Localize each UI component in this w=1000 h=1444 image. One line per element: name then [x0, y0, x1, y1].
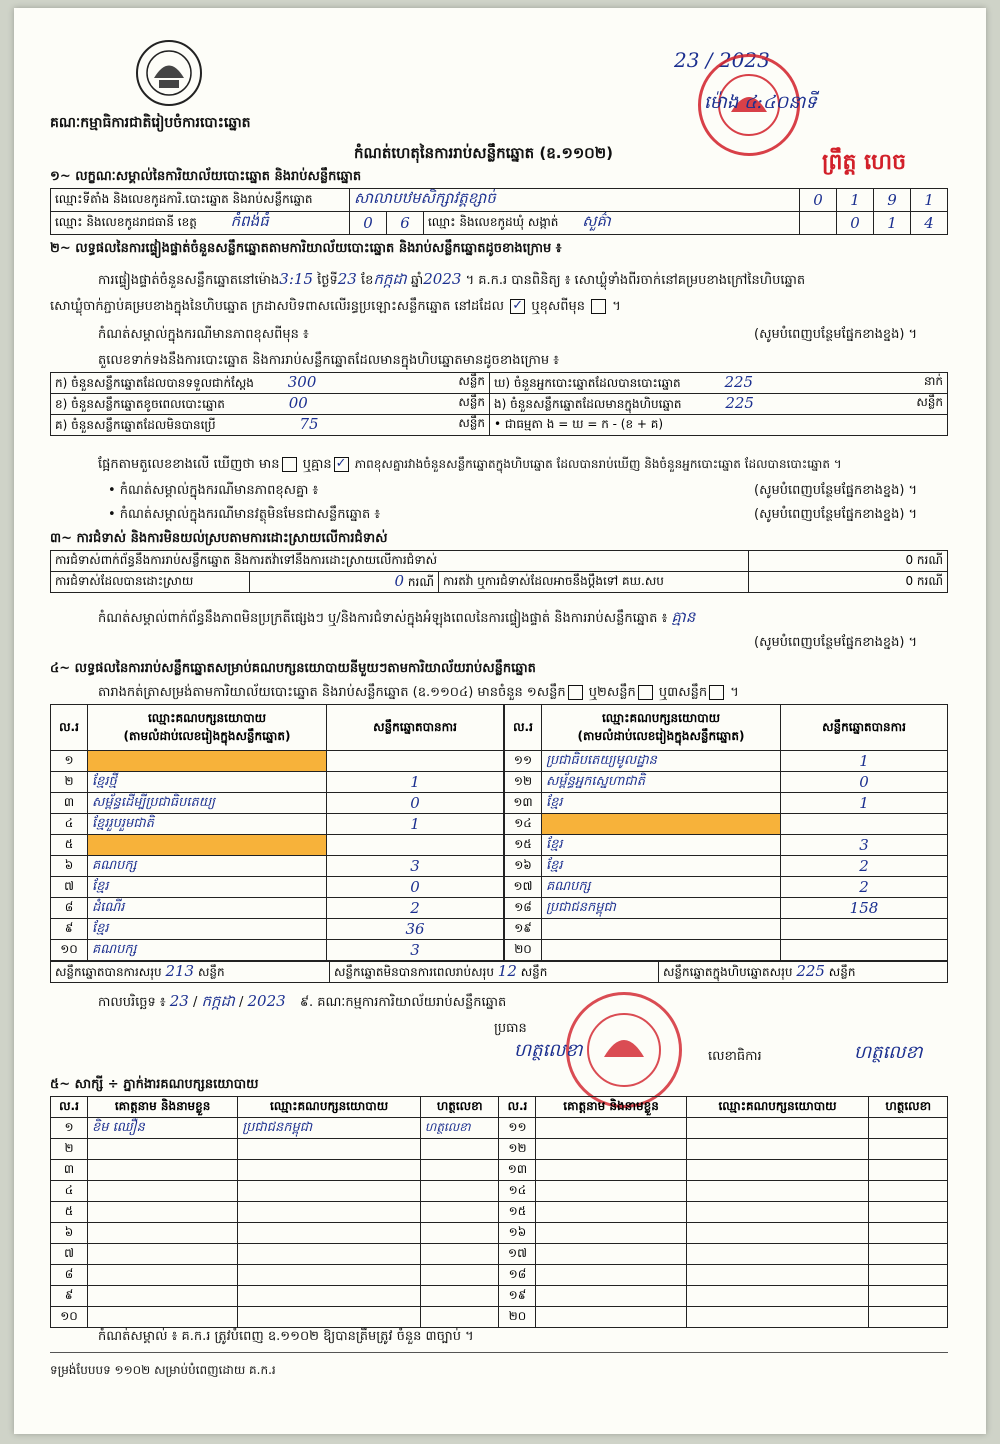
witness-party: [238, 1181, 421, 1202]
party-row: [505, 856, 948, 877]
party-name: [88, 751, 327, 772]
witness-party: [686, 1139, 869, 1160]
witness-party: [238, 1202, 421, 1223]
row-no: ១២: [499, 1139, 536, 1160]
party-votes: [781, 940, 948, 961]
party-name: គណបក្ស: [88, 856, 327, 877]
form-note: ទម្រង់បែបបទ ១១០២ សម្រាប់បំពេញដោយ គ.ក.រ: [50, 1363, 276, 1377]
witness-sign: [869, 1223, 948, 1244]
row-no: ៦: [51, 1223, 88, 1244]
witness-name: [536, 1202, 686, 1223]
official-seal: [566, 992, 682, 1108]
witness-party: [686, 1307, 869, 1328]
row-no: ៣: [51, 1160, 88, 1181]
row-no: ១៥: [505, 835, 542, 856]
party-row: [51, 877, 504, 898]
witness-row: [51, 1265, 948, 1286]
sec2-line1: ការផ្ទៀងផ្ទាត់ចំនួនសន្លឹកឆ្នោតនៅម៉ោង3:15 ថ្ងៃទី23 ខែកក្កដា ឆ្នាំ2023 ។ គ.ក.រ បានពិនិត្យ ៖ សោឃ្លុំទាំងពីរចាក់នៅគម្របខាងក្រៅនៃហិបឆ្នោត: [98, 270, 806, 288]
row-no: ១៦: [499, 1223, 536, 1244]
witness-row: [51, 1118, 948, 1139]
col-party: ឈ្មោះគណបក្សនយោបាយ: [238, 1097, 421, 1118]
sec5-title: ៥~ សាក្សី ÷ ភ្នាក់ងារគណបក្សនយោបាយ: [50, 1077, 259, 1092]
party-votes: 1: [327, 814, 504, 835]
no-diff-checkbox[interactable]: ✓: [334, 457, 349, 472]
objection-row2b-value: 0 ករណី: [749, 572, 948, 593]
party-name: ខ្មែរ: [88, 877, 327, 898]
party-name: ខ្មែរ: [542, 835, 781, 856]
sec2-line3: កំណត់សម្គាល់ក្នុងករណីមានភាពខុសពីមុន ៖: [98, 327, 309, 342]
date-line: កាលបរិច្ឆេទ ៖ 23 / កក្កដា / 2023 ៩. គណៈកម្មការការិយាល័យរាប់សន្លឹកឆ្នោត: [98, 992, 507, 1010]
witness-sign: [869, 1139, 948, 1160]
witness-name: [536, 1139, 686, 1160]
objection-row2: ការជំទាស់ដែលបានដោះស្រាយ: [51, 572, 250, 593]
place-label: ឈ្មោះទីតាំង និងលេខកូដការិ.បោះឆ្នោត និងរាប់សន្លឹកឆ្នោត: [51, 189, 350, 212]
code-cell: 0: [837, 212, 874, 235]
sec2-title: ២~ លទ្ធផលនៃការផ្ទៀងផ្ទាត់ចំនួនសន្លឹកឆ្នោតតាមការិយាល័យបោះឆ្នោត និងរាប់សន្លឹកឆ្នោតដូចខាងក្រោម ៖: [50, 241, 562, 256]
row-no: ១៤: [505, 814, 542, 835]
witness-table: [50, 1096, 948, 1328]
row-no: ១២: [505, 772, 542, 793]
party-row: [505, 898, 948, 919]
witness-name: [88, 1223, 238, 1244]
total-box: សន្លឹកឆ្នោតក្នុងហិបឆ្នោតសរុប 225 សន្លឹក: [659, 962, 948, 983]
witness-party: [686, 1244, 869, 1265]
row-no: ១៣: [499, 1160, 536, 1181]
ko-row: គ) ចំនួនសន្លឹកឆ្នោតដែលមិនបានប្រើ 75 សន្លឹក: [51, 415, 490, 436]
party-votes: 3: [781, 835, 948, 856]
party-row: [51, 814, 504, 835]
party-row: [51, 856, 504, 877]
party-row: [505, 751, 948, 772]
sec2-line2: សោឃ្លុំចាក់ភ្ជាប់គម្របខាងក្នុងនៃហិបឆ្នោត ក្រដាសបិទពាសលើរន្ធប្រឡោះសន្លឹកឆ្នោត នៅដដែល ✓ ឬខុសពីមុន ។: [50, 298, 621, 314]
k-row: ក) ចំនួនសន្លឹកឆ្នោតដែលបានទទួលជាក់ស្តែង 300 សន្លឹក: [51, 373, 490, 394]
row-no: ១៥: [499, 1202, 536, 1223]
note-diff: • កំណត់សម្គាល់ក្នុងករណីមានភាពខុសគ្នា ៖: [108, 483, 319, 498]
objection-row2-value: 0 ករណី: [250, 572, 439, 593]
witness-sign: [420, 1307, 499, 1328]
party-row: [51, 898, 504, 919]
row-no: ១៧: [499, 1244, 536, 1265]
witness-row: [51, 1202, 948, 1223]
code-cell: 0: [800, 189, 837, 212]
witness-sign: [420, 1223, 499, 1244]
footer-divider: [50, 1352, 948, 1353]
row-no: ១៨: [499, 1265, 536, 1286]
row-no: ១៤: [499, 1181, 536, 1202]
fill-note: (សូមបំពេញបន្ថែមផ្នែកខាងខ្នង) ។: [754, 507, 918, 522]
witness-name: ខិម ឈឿន: [88, 1118, 238, 1139]
witness-sign: [420, 1139, 499, 1160]
party-name: សម្ព័ន្ធអ្នកស្នេហាជាតិ: [542, 772, 781, 793]
witness-sign: [869, 1286, 948, 1307]
row-no: ៧: [51, 877, 88, 898]
same-checkbox[interactable]: ✓: [510, 299, 525, 314]
code-cell: 1: [837, 189, 874, 212]
party-name: គណបក្ស: [88, 940, 327, 961]
witness-row: [51, 1160, 948, 1181]
party-votes: 2: [327, 898, 504, 919]
row-no: ៨: [51, 1265, 88, 1286]
party-row: [51, 919, 504, 940]
party-name: ដំណើរ: [88, 898, 327, 919]
witness-party: [238, 1307, 421, 1328]
party-name: ខ្មែរ: [88, 919, 327, 940]
witness-name: [88, 1181, 238, 1202]
commune-label: ឈ្មោះ និងលេខកូដឃុំ សង្កាត់ សួគ៌ា: [424, 212, 800, 235]
witness-party: [238, 1160, 421, 1181]
witness-party: [686, 1202, 869, 1223]
emblem-icon: [134, 38, 204, 108]
check-line: ផ្អែកតាមតួលេខខាងលើ ឃើញថា មាន ឬគ្មាន ✓ ភាពខុសគ្នារវាងចំនួនសន្លឹកឆ្នោតក្នុងហិបឆ្នោត ដែលបានរាប់ឃើញ និងចំនួនអ្នកបោះឆ្នោត ដែលបានបោះឆ្នោត ។: [98, 456, 842, 472]
witness-sign: [420, 1160, 499, 1181]
sec1-table: [50, 188, 948, 235]
party-votes: [781, 814, 948, 835]
party-row: [505, 793, 948, 814]
witness-party: [238, 1139, 421, 1160]
party-name: [542, 940, 781, 961]
witness-name: [536, 1307, 686, 1328]
witness-sign: [420, 1202, 499, 1223]
witness-sign: [869, 1160, 948, 1181]
code-cell: 4: [911, 212, 948, 235]
witness-name: [536, 1181, 686, 1202]
col-sign: ហត្ថលេខា: [420, 1097, 499, 1118]
ng-row: ង) ចំនួនសន្លឹកឆ្នោតដែលមានក្នុងហិបឆ្នោត 225 សន្លឹក: [490, 394, 948, 415]
footer-note: កំណត់សម្គាល់ ៖ គ.ក.រ ត្រូវបំពេញ ឧ.១១០២ ឱ្យបានត្រឹមត្រូវ ចំនួន ៣ច្បាប់ ។: [98, 1329, 474, 1344]
witness-party: [238, 1265, 421, 1286]
party-votes: 1: [781, 751, 948, 772]
party-votes: [327, 751, 504, 772]
party-votes: [781, 919, 948, 940]
formula: • ជាធម្មតា ង = ឃ = ក - (ខ + គ): [490, 415, 948, 436]
col-party: ឈ្មោះគណបក្សនយោបាយ (តាមលំដាប់លេខរៀងក្នុងសន្លឹកឆ្នោត): [88, 705, 327, 751]
party-row: [505, 919, 948, 940]
party-results-left: [50, 704, 504, 961]
col-name: គោត្តនាម និងនាមខ្លួន: [88, 1097, 238, 1118]
witness-sign: [869, 1118, 948, 1139]
row-no: ៥: [51, 835, 88, 856]
row-no: ២០: [505, 940, 542, 961]
note-object: • កំណត់សម្គាល់ក្នុងករណីមានវត្ថុមិនមែនជាសន្លឹកឆ្នោត ៖: [108, 507, 381, 522]
sec3-title: ៣~ ការជំទាស់ និងការមិនយល់ស្របតាមការដោះស្រាយលើការជំទាស់: [50, 531, 388, 546]
row-no: ១៩: [505, 919, 542, 940]
witness-sign: [420, 1265, 499, 1286]
witness-name: [536, 1160, 686, 1181]
witness-name: [88, 1202, 238, 1223]
witness-party: [238, 1223, 421, 1244]
objection-row2b: ការតវ៉ា ឬការជំទាស់ដែលអាចនឹងប្តឹងទៅ គឃ.សប: [439, 572, 749, 593]
witness-sign: [869, 1202, 948, 1223]
party-votes: 36: [327, 919, 504, 940]
party-votes: 1: [781, 793, 948, 814]
secretary-signature: ហត្ថលេខា: [854, 1042, 923, 1063]
row-no: ១៧: [505, 877, 542, 898]
witness-sign: ហត្ថលេខា: [420, 1118, 499, 1139]
witness-row: [51, 1307, 948, 1328]
form-title: កំណត់ហេតុនៃការរាប់សន្លឹកឆ្នោត (ឧ.១១០២): [354, 144, 614, 162]
col-party: ឈ្មោះគណបក្សនយោបាយ (តាមលំដាប់លេខរៀងក្នុងសន្លឹកឆ្នោត): [542, 705, 781, 751]
row-no: ១៩: [499, 1286, 536, 1307]
objection-row1: ការជំទាស់ពាក់ព័ន្ធនឹងការរាប់សន្លឹកឆ្នោត និងការតវ៉ាទៅនឹងការដោះស្រាយលើការជំទាស់: [51, 551, 749, 572]
witness-row: [51, 1223, 948, 1244]
witness-name: [536, 1118, 686, 1139]
witness-sign: [420, 1286, 499, 1307]
witness-sign: [869, 1265, 948, 1286]
stamp-date: 23 / 2023: [674, 48, 770, 72]
party-name: ខ្មែរ: [542, 856, 781, 877]
party-name: ខ្មែរថ្មី: [88, 772, 327, 793]
row-no: ២០: [499, 1307, 536, 1328]
party-name: ខ្មែររួបរួមជាតិ: [88, 814, 327, 835]
row-no: ១០: [51, 940, 88, 961]
row-no: ៤: [51, 1181, 88, 1202]
party-name: [88, 835, 327, 856]
row-no: ១៦: [505, 856, 542, 877]
col-party: ឈ្មោះគណបក្សនយោបាយ: [686, 1097, 869, 1118]
witness-row: [51, 1244, 948, 1265]
totals-row: [50, 961, 948, 983]
row-no: ១: [51, 1118, 88, 1139]
two-sheet-checkbox[interactable]: [638, 685, 653, 700]
sec4-subline: តារាងកត់ត្រាសម្រង់តាមការិយាល័យបោះឆ្នោត និងរាប់សន្លឹកឆ្នោត (ឧ.១១០៤) មានចំនួន ១សន្លឹក ឬ២សន្លឹក ឬ៣សន្លឹក ។: [98, 685, 739, 700]
party-name: [542, 814, 781, 835]
code-cell: [800, 212, 837, 235]
party-votes: 3: [327, 940, 504, 961]
witness-sign: [420, 1244, 499, 1265]
witness-party: [686, 1265, 869, 1286]
witness-name: [88, 1139, 238, 1160]
witness-sign: [869, 1307, 948, 1328]
row-no: ១៨: [505, 898, 542, 919]
row-no: ៥: [51, 1202, 88, 1223]
party-votes: 0: [781, 772, 948, 793]
witness-sign: [420, 1181, 499, 1202]
witness-party: [686, 1286, 869, 1307]
party-row: [505, 877, 948, 898]
row-no: ១១: [499, 1118, 536, 1139]
witness-party: [686, 1181, 869, 1202]
witness-name: [536, 1286, 686, 1307]
party-name: សម្ព័ន្ធដើម្បីប្រជាធិបតេយ្យ: [88, 793, 327, 814]
witness-name: [536, 1223, 686, 1244]
gh-row: ឃ) ចំនួនអ្នកបោះឆ្នោតដែលបានបោះឆ្នោត 225 នាក់: [490, 373, 948, 394]
row-no: ១១: [505, 751, 542, 772]
party-name: ប្រជាធិបតេយ្យមូលដ្ឋាន: [542, 751, 781, 772]
ballot-figures-table: [50, 372, 948, 436]
col-no: ល.រ: [51, 1097, 88, 1118]
witness-row: [51, 1181, 948, 1202]
party-row: [505, 814, 948, 835]
witness-name: [536, 1265, 686, 1286]
party-name: ខ្មែរ: [542, 793, 781, 814]
party-row: [51, 772, 504, 793]
secretary-label: លេខាធិការ: [708, 1049, 762, 1064]
col-no: ល.រ: [499, 1097, 536, 1118]
row-no: ២: [51, 772, 88, 793]
row-no: ៨: [51, 898, 88, 919]
party-votes: 2: [781, 856, 948, 877]
objection-row1-value: 0 ករណី: [749, 551, 948, 572]
sec2-line4: តួលេខទាក់ទងនឹងការបោះឆ្នោត និងការរាប់សន្លឹកឆ្នោតដែលមានក្នុងហិបឆ្នោតមានដូចខាងក្រោម ៖: [98, 353, 559, 368]
committee-name: គណៈកម្មាធិការជាតិរៀបចំការបោះឆ្នោត: [50, 115, 251, 131]
row-no: ២: [51, 1139, 88, 1160]
objection-table: [50, 550, 948, 593]
stamp-text: ព្រឹត្ត ហេច: [822, 150, 907, 175]
one-sheet-checkbox[interactable]: [568, 685, 583, 700]
row-no: ៧: [51, 1244, 88, 1265]
code-cell: 0: [350, 212, 387, 235]
sec4-title: ៤~ លទ្ធផលនៃការរាប់សន្លឹកឆ្នោតសម្រាប់គណបក្សនយោបាយនីមួយៗតាមការិយាល័យរាប់សន្លឹកឆ្នោត: [50, 661, 536, 676]
stamp-time: ម៉ោង ៤:៤០នាទី: [704, 92, 817, 113]
total-invalid: សន្លឹកឆ្នោតមិនបានការពេលរាប់សរុប 12 សន្លឹក: [330, 962, 659, 983]
fill-note: (សូមបំពេញបន្ថែមផ្នែកខាងខ្នង) ។: [754, 327, 918, 342]
place-value: សាលាបឋមសិក្សាវត្តខ្សាច់: [350, 189, 800, 212]
party-votes: 1: [327, 772, 504, 793]
witness-sign: [869, 1244, 948, 1265]
witness-row: [51, 1139, 948, 1160]
witness-name: [88, 1265, 238, 1286]
party-votes: 0: [327, 877, 504, 898]
col-name: គោត្តនាម និងនាមខ្លួន: [536, 1097, 686, 1118]
col-votes: សន្លឹកឆ្នោតបានការ: [781, 705, 948, 751]
party-name: គណបក្ស: [542, 877, 781, 898]
row-no: ៤: [51, 814, 88, 835]
party-row: [505, 940, 948, 961]
witness-party: [686, 1223, 869, 1244]
party-name: [542, 919, 781, 940]
fill-note: (សូមបំពេញបន្ថែមផ្នែកខាងខ្នង) ។: [754, 635, 918, 650]
witness-party: [238, 1244, 421, 1265]
witness-name: [88, 1244, 238, 1265]
chair-label: ប្រធាន: [494, 1021, 527, 1036]
witness-name: [88, 1286, 238, 1307]
witness-party: [686, 1118, 869, 1139]
three-sheet-checkbox[interactable]: [709, 685, 724, 700]
party-votes: 3: [327, 856, 504, 877]
witness-name: [88, 1307, 238, 1328]
col-no: ល.រ: [51, 705, 88, 751]
party-votes: 158: [781, 898, 948, 919]
sec1-title: ១~ លក្ខណៈសម្គាល់នៃការិយាល័យបោះឆ្នោត និងរាប់សន្លឹកឆ្នោត: [50, 169, 362, 184]
row-no: ៩: [51, 919, 88, 940]
col-sign: ហត្ថលេខា: [869, 1097, 948, 1118]
sec3-note: កំណត់សម្គាល់ពាក់ព័ន្ធនឹងភាពមិនប្រក្រតីផ្សេងៗ ឬ/និងការជំទាស់ក្នុងអំឡុងពេលនៃការផ្ទៀងផ្ទាត់ និងការរាប់សន្លឹកឆ្នោត ៖ គ្មាន: [98, 608, 696, 626]
code-cell: 9: [874, 189, 911, 212]
party-row: [505, 835, 948, 856]
form-sheet: [14, 8, 986, 1434]
party-votes: [327, 835, 504, 856]
witness-name: [88, 1160, 238, 1181]
witness-party: [686, 1160, 869, 1181]
party-row: [51, 751, 504, 772]
party-votes: 0: [327, 793, 504, 814]
code-cell: 1: [911, 189, 948, 212]
witness-sign: [869, 1181, 948, 1202]
witness-party: [238, 1286, 421, 1307]
row-no: ៦: [51, 856, 88, 877]
party-row: [505, 772, 948, 793]
chair-signature: ហត្ថលេខា: [514, 1040, 583, 1061]
party-results-right: [504, 704, 948, 961]
party-row: [51, 940, 504, 961]
col-no: ល.រ: [505, 705, 542, 751]
witness-name: [536, 1244, 686, 1265]
total-valid: សន្លឹកឆ្នោតបានការសរុប 213 សន្លឹក: [51, 962, 330, 983]
prov-label: ឈ្មោះ និងលេខកូដរាជធានី ខេត្ត កំពង់ធំ: [51, 212, 350, 235]
kh-row: ខ) ចំនួនសន្លឹកឆ្នោតខូចពេលបោះឆ្នោត 00 សន្លឹក: [51, 394, 490, 415]
code-cell: 6: [387, 212, 424, 235]
code-cell: 1: [874, 212, 911, 235]
party-row: [51, 835, 504, 856]
row-no: ១០: [51, 1307, 88, 1328]
party-row: [51, 793, 504, 814]
party-name: ប្រជាជនកម្ពុជា: [542, 898, 781, 919]
different-checkbox[interactable]: [591, 299, 606, 314]
row-no: ៩: [51, 1286, 88, 1307]
row-no: ១៣: [505, 793, 542, 814]
fill-note: (សូមបំពេញបន្ថែមផ្នែកខាងខ្នង) ។: [754, 483, 918, 498]
witness-row: [51, 1286, 948, 1307]
has-diff-checkbox[interactable]: [282, 457, 297, 472]
row-no: ៣: [51, 793, 88, 814]
row-no: ១: [51, 751, 88, 772]
col-votes: សន្លឹកឆ្នោតបានការ: [327, 705, 504, 751]
witness-party: ប្រជាជនកម្ពុជា: [238, 1118, 421, 1139]
party-votes: 2: [781, 877, 948, 898]
